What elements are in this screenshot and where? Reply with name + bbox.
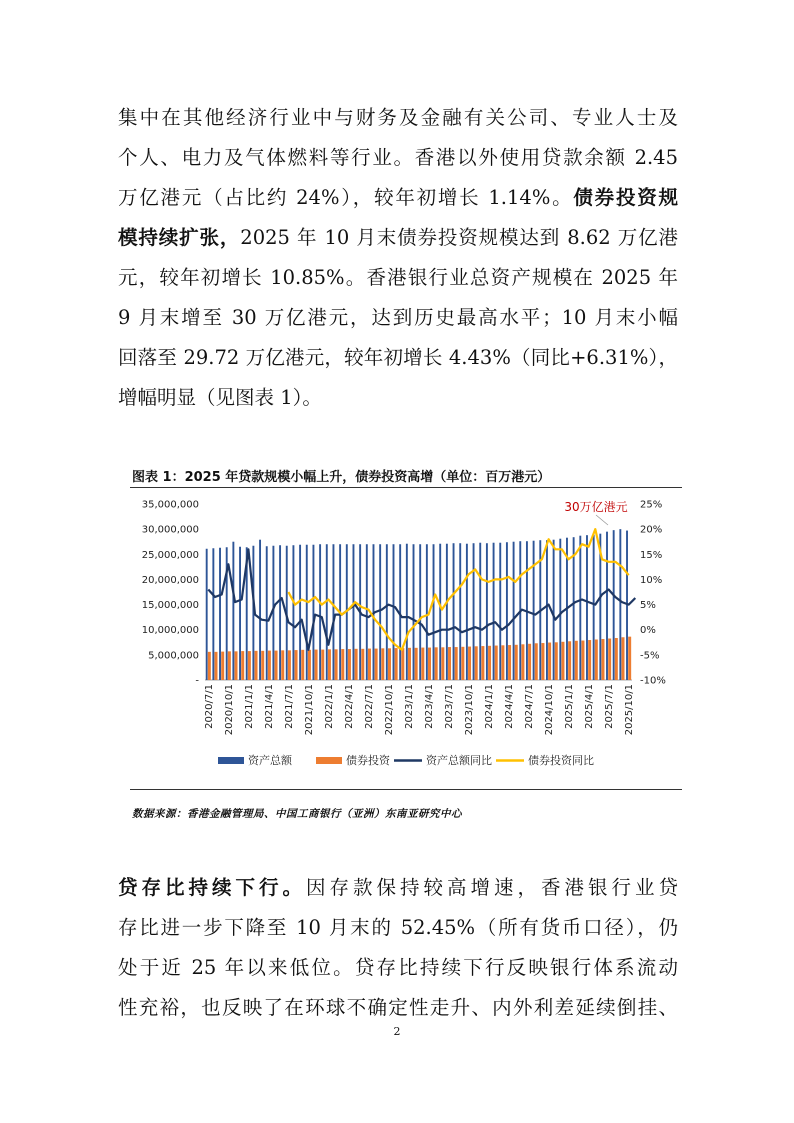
bar-total-assets	[513, 542, 515, 680]
bar-bond-investment	[481, 646, 484, 680]
bar-total-assets	[606, 532, 608, 680]
bar-total-assets	[479, 543, 481, 680]
bar-total-assets	[393, 544, 395, 680]
figure-source: 数据来源：香港金融管理局、中国工商银行（亚洲）东南亚研究中心	[132, 808, 462, 820]
loan-deposit-heading: 贷存比持续下行。	[118, 876, 306, 899]
bar-bond-investment	[401, 648, 404, 680]
paragraph-1	[118, 98, 678, 418]
bar-bond-investment	[268, 651, 271, 680]
bar-bond-investment	[595, 640, 598, 680]
bar-bond-investment	[355, 649, 358, 680]
bar-bond-investment	[255, 651, 258, 680]
bar-bond-investment	[528, 644, 531, 680]
left-axis-tick-label: 5,000,000	[148, 650, 199, 662]
bar-bond-investment	[368, 649, 371, 680]
bar-total-assets	[619, 529, 621, 680]
bar-total-assets	[219, 548, 221, 680]
bar-bond-investment	[581, 641, 584, 680]
figure-top-rule	[130, 487, 682, 488]
bar-bond-investment	[508, 645, 511, 680]
bond-heading-part2: 模持续扩张，	[118, 226, 241, 249]
annotation-arrow	[596, 515, 608, 525]
left-axis-tick-label: 15,000,000	[141, 600, 199, 612]
x-axis-tick-label: 2023/10/1	[464, 684, 475, 736]
chart	[130, 492, 682, 787]
bar-total-assets	[546, 540, 548, 680]
chart-annotation: 30万亿港元	[564, 500, 628, 514]
legend-swatch-assets	[218, 757, 244, 764]
left-axis-tick-label: 30,000,000	[141, 524, 199, 536]
bar-bond-investment	[588, 640, 591, 680]
bar-bond-investment	[381, 648, 384, 680]
paragraph-1-line: 个人、电力及气体燃料等行业。香港以外使用贷款余额 2.45	[118, 146, 678, 169]
figure-bottom-rule	[130, 789, 682, 790]
left-axis-tick-label: -	[195, 675, 199, 687]
right-axis-tick-label: 25%	[640, 499, 663, 511]
paragraph-2-line: 性充裕，也反映了在环球不确定性走升、内外利差延续倒挂、	[118, 996, 678, 1019]
bar-total-assets	[553, 540, 555, 680]
bar-bond-investment	[515, 645, 518, 680]
bar-bond-investment	[415, 648, 418, 680]
bar-bond-investment	[601, 639, 604, 680]
paragraph-1-line: 9 月末增至 30 万亿港元，达到历史最高水平；10 月末小幅	[118, 306, 678, 329]
bar-bond-investment	[475, 646, 478, 680]
right-axis-tick-label: 20%	[640, 524, 663, 536]
x-axis-tick-label: 2025/1/1	[564, 684, 576, 729]
paragraph-2-line: 处于近 25 年以来低位。贷存比持续下行反映银行体系流动	[118, 956, 678, 979]
bar-bond-investment	[261, 651, 264, 680]
bar-total-assets	[259, 540, 261, 680]
bar-total-assets	[419, 544, 421, 680]
bar-bond-investment	[468, 647, 471, 680]
bar-bond-investment	[408, 648, 411, 680]
bar-bond-investment	[221, 652, 224, 680]
x-axis-tick-label: 2021/10/1	[303, 684, 315, 736]
bar-total-assets	[353, 544, 355, 680]
series-line-assets-yoy	[208, 549, 635, 650]
x-axis-tick-label: 2023/1/1	[404, 684, 415, 729]
x-axis-tick-label: 2021/7/1	[283, 684, 295, 729]
paragraph-2	[118, 868, 678, 1028]
paragraph-1-line	[118, 218, 678, 258]
bar-total-assets	[499, 543, 501, 680]
x-axis-tick-label: 2022/1/1	[323, 684, 335, 729]
bar-total-assets	[266, 546, 268, 680]
bar-bond-investment	[521, 644, 524, 680]
x-axis-tick-label: 2023/7/1	[444, 684, 455, 729]
bar-bond-investment	[321, 650, 324, 680]
x-axis-tick-label: 2024/7/1	[524, 684, 536, 729]
bar-bond-investment	[248, 651, 251, 680]
bar-total-assets	[533, 541, 535, 680]
x-axis-tick-label: 2025/7/1	[604, 684, 616, 729]
x-axis-tick-label: 2025/4/1	[584, 684, 596, 729]
bar-bond-investment	[421, 648, 424, 680]
bar-total-assets	[579, 536, 581, 680]
bar-bond-investment	[608, 639, 611, 680]
bar-total-assets	[326, 544, 328, 680]
bar-bond-investment	[488, 646, 491, 680]
bar-total-assets	[573, 537, 575, 680]
bar-bond-investment	[561, 642, 564, 680]
bar-bond-investment	[461, 647, 464, 680]
bar-total-assets	[453, 543, 455, 680]
bar-total-assets	[333, 544, 335, 680]
bar-bond-investment	[315, 650, 318, 680]
bar-bond-investment	[375, 649, 378, 680]
bar-total-assets	[426, 544, 428, 680]
bar-total-assets	[319, 544, 321, 680]
bar-bond-investment	[568, 641, 571, 680]
right-axis-tick-label: 0%	[640, 625, 656, 637]
bar-bond-investment	[455, 647, 458, 680]
bar-total-assets	[212, 548, 214, 680]
right-axis-tick-label: -10%	[640, 675, 666, 687]
legend-label-bond-yoy: 债券投资同比	[528, 754, 594, 767]
bar-bond-investment	[428, 648, 431, 680]
paragraph-1-line: 增幅明显（见图表 1）。	[118, 386, 322, 409]
bar-total-assets	[366, 544, 368, 680]
bar-total-assets	[379, 544, 381, 680]
right-axis-tick-label: 15%	[640, 549, 663, 561]
bond-heading-part1: 债券投资规	[573, 186, 678, 209]
paragraph-1-line: 回落至 29.72 万亿港元，较年初增长 4.43%（同比+6.31%），	[118, 346, 678, 369]
bar-bond-investment	[615, 638, 618, 680]
paragraph-1-text: 万亿港元（占比约 24%），较年初增长 1.14%。	[118, 186, 574, 209]
bar-bond-investment	[348, 649, 351, 680]
x-axis-tick-label: 2024/1/1	[484, 684, 496, 729]
bar-total-assets	[446, 544, 448, 680]
bar-total-assets	[466, 544, 468, 680]
left-axis-tick-label: 20,000,000	[141, 574, 199, 586]
x-axis-tick-label: 2022/7/1	[364, 684, 375, 729]
x-axis-tick-label: 2024/4/1	[504, 684, 516, 729]
x-axis-tick-label: 2021/4/1	[263, 684, 275, 729]
bar-bond-investment	[448, 647, 451, 680]
x-axis-tick-label: 2024/10/1	[544, 684, 556, 736]
left-axis-tick-label: 25,000,000	[141, 549, 199, 561]
bar-bond-investment	[388, 648, 391, 680]
bar-total-assets	[406, 544, 408, 680]
bar-bond-investment	[228, 651, 231, 680]
bar-total-assets	[239, 547, 241, 680]
bar-total-assets	[206, 549, 208, 680]
bar-total-assets	[299, 545, 301, 680]
x-axis-tick-label: 2025/10/1	[624, 684, 636, 736]
paragraph-1-line: 元，较年初增长 10.85%。香港银行业总资产规模在 2025 年	[118, 266, 678, 289]
right-axis-tick-label: -5%	[640, 650, 660, 662]
bar-total-assets	[433, 544, 435, 680]
bar-bond-investment	[308, 650, 311, 680]
bar-bond-investment	[441, 647, 444, 680]
bar-bond-investment	[575, 641, 578, 680]
bar-bond-investment	[295, 650, 298, 680]
legend-label-bonds: 债券投资	[346, 754, 390, 767]
bar-total-assets	[459, 543, 461, 680]
paragraph-2-line: 存比进一步下降至 10 月末的 52.45%（所有货币口径），仍	[118, 916, 678, 939]
bar-bond-investment	[495, 646, 498, 680]
bar-bond-investment	[535, 643, 538, 680]
bar-total-assets	[439, 544, 441, 680]
bar-bond-investment	[235, 651, 238, 680]
bar-total-assets	[413, 544, 415, 680]
bar-total-assets	[493, 543, 495, 680]
bar-bond-investment	[335, 649, 338, 680]
page-number: 2	[393, 1025, 401, 1038]
paragraph-2-text: 因存款保持较高增速，香港银行业贷	[306, 876, 678, 899]
bar-bond-investment	[548, 643, 551, 680]
bar-bond-investment	[541, 643, 544, 680]
legend-label-assets-yoy: 资产总额同比	[426, 754, 492, 767]
legend-label-assets: 资产总额	[248, 754, 292, 767]
paragraph-2-line	[118, 868, 678, 908]
bar-total-assets	[232, 542, 234, 680]
bar-bond-investment	[395, 648, 398, 680]
bar-total-assets	[312, 545, 314, 680]
bar-bond-investment	[555, 642, 558, 680]
figure-title: 图表 1：2025 年贷款规模小幅上升，债券投资高增（单位：百万港元）	[132, 470, 551, 485]
legend-swatch-bonds	[316, 757, 342, 764]
bar-bond-investment	[501, 645, 504, 680]
bar-total-assets	[473, 543, 475, 680]
right-axis-tick-label: 10%	[640, 574, 663, 586]
x-axis-tick-label: 2020/10/1	[223, 684, 235, 736]
bar-bond-investment	[281, 650, 284, 680]
bar-bond-investment	[328, 649, 331, 680]
bar-total-assets	[306, 545, 308, 680]
paragraph-1-line: 集中在其他经济行业中与财务及金融有关公司、专业人士及	[118, 106, 678, 129]
x-axis-tick-label: 2021/1/1	[243, 684, 255, 729]
x-axis-tick-label: 2022/4/1	[343, 684, 355, 729]
bar-total-assets	[586, 535, 588, 680]
bar-bond-investment	[208, 652, 211, 680]
paragraph-1-line	[118, 178, 678, 218]
bar-bond-investment	[275, 651, 278, 680]
bar-total-assets	[386, 544, 388, 680]
bar-bond-investment	[288, 650, 291, 680]
bar-total-assets	[279, 545, 281, 680]
right-axis-tick-label: 5%	[640, 600, 656, 612]
bar-bond-investment	[361, 649, 364, 680]
left-axis-tick-label: 35,000,000	[141, 499, 199, 511]
bar-bond-investment	[241, 651, 244, 680]
bar-bond-investment	[301, 650, 304, 680]
x-axis-tick-label: 2020/7/1	[203, 684, 215, 729]
paragraph-1-text: 2025 年 10 月末债券投资规模达到 8.62 万亿港	[240, 226, 678, 249]
bar-bond-investment	[628, 637, 631, 680]
x-axis-tick-label: 2023/4/1	[424, 684, 435, 729]
left-axis-tick-label: 10,000,000	[141, 625, 199, 637]
x-axis-tick-label: 2022/10/1	[384, 684, 395, 736]
bar-total-assets	[506, 542, 508, 680]
bar-total-assets	[593, 535, 595, 680]
bar-total-assets	[486, 543, 488, 680]
bar-total-assets	[559, 539, 561, 680]
bar-total-assets	[292, 545, 294, 680]
bar-total-assets	[613, 530, 615, 680]
bar-bond-investment	[341, 649, 344, 680]
bar-bond-investment	[435, 647, 438, 680]
bar-bond-investment	[215, 652, 218, 680]
bar-bond-investment	[621, 637, 624, 680]
